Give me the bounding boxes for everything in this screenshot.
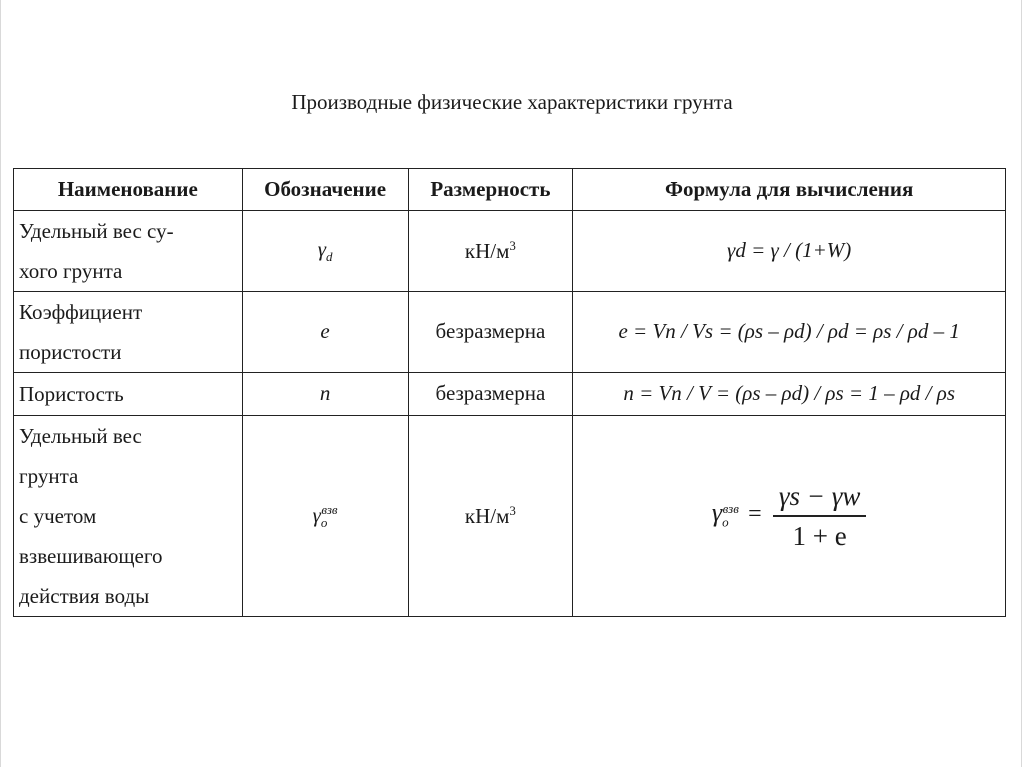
unit-text: кН/м [464,503,510,528]
left-frame-line [0,0,1,767]
unit-sup: 3 [509,502,516,518]
table-row [14,416,1006,617]
row-formula-cell: n = Vn / V = (ρs – ρd) / ρs = 1 – ρd / ρs [573,373,1006,416]
row-name-cell [14,373,243,416]
right-frame-line [1021,0,1022,767]
row-unit-cell: безразмерна [408,373,573,416]
row-name-line: взвешивающего [19,544,163,568]
row-name-line: с учетом [19,504,97,528]
symbol-text: γ [317,237,326,262]
row-name-line: грунта [19,464,79,488]
row-symbol-cell [242,416,408,617]
row-unit-cell: безразмерна [408,292,573,373]
row-symbol-cell: e [242,292,408,373]
formula-lhs: γ [711,497,723,527]
formula-denominator: 1 + e [792,521,847,551]
unit-sup: 3 [509,237,516,253]
row-name-line: Удельный вес су- [19,219,174,243]
table-row [14,292,1006,373]
row-name-line: пористости [19,340,122,364]
formula-eq: = [748,500,762,527]
table-row [14,373,1006,416]
row-name-line: Пористость [19,382,124,406]
header-unit: Размерность [408,169,573,211]
symbol-sub: o [320,514,328,530]
symbol-sub: d [325,249,333,265]
row-name-line: Удельный вес [19,424,142,448]
unit-text: кН/м [464,238,510,263]
formula-lhs-sup: взв [722,500,739,516]
formula-numerator: γs − γw [773,480,867,517]
row-name-cell [14,292,243,373]
row-symbol-cell [242,211,408,292]
symbol-sup: взв [321,501,338,517]
row-unit-cell [408,416,573,617]
row-name-line: Коэффициент [19,300,143,324]
row-formula-cell [573,416,1006,617]
formula-lhs-sub: o [722,514,729,529]
table-header-row [14,169,1006,211]
row-symbol-cell: n [242,373,408,416]
header-formula: Формула для вычисления [573,169,1006,211]
row-unit-cell [408,211,573,292]
header-symbol: Обозначение [242,169,408,211]
properties-table [13,168,1006,617]
symbol-text: γ [312,502,321,527]
row-name-line: действия воды [19,584,150,608]
formula-fraction [773,480,867,553]
row-formula-cell: e = Vn / Vs = (ρs – ρd) / ρd = ρs / ρd – 1 [573,292,1006,373]
header-name: Наименование [14,169,243,211]
row-name-line: хого грунта [19,259,123,283]
row-name-cell [14,211,243,292]
page-title: Производные физические характеристики грунта [291,90,733,114]
row-name-cell [14,416,243,617]
table-row [14,211,1006,292]
row-formula-cell: γd = γ / (1+W) [573,211,1006,292]
